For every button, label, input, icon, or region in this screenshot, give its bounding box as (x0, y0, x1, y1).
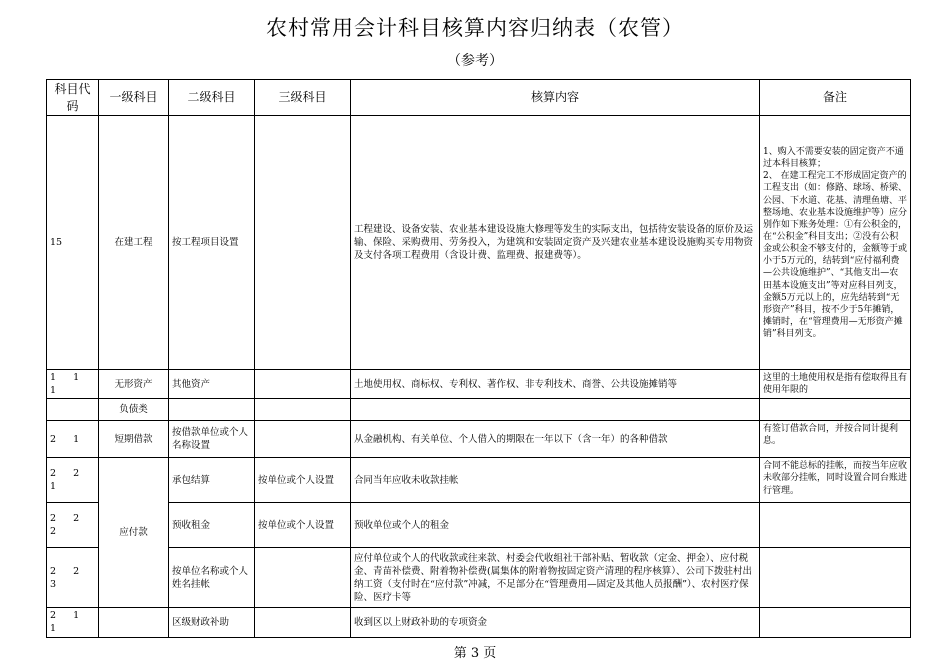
row-level1: 应付款 (99, 458, 169, 608)
header-level1: 一级科目 (99, 80, 169, 116)
row-level1: 无形资产 (99, 370, 169, 399)
row-level2: 其他资产 (169, 370, 255, 399)
row-note (760, 548, 911, 608)
row-level2: 按单位名称或个人姓名挂帐 (169, 548, 255, 608)
row-code: 2 2 1 (47, 458, 99, 503)
row-level2: 区级财政补助 (169, 608, 255, 637)
row-code: 15 (47, 116, 99, 370)
row-note (760, 503, 911, 548)
row-level3: 按单位或个人设置 (255, 458, 351, 503)
row-level3 (255, 608, 351, 637)
row-level2: 按借款单位或个人名称设置 (169, 421, 255, 458)
row-level3 (255, 421, 351, 458)
row-level3 (255, 370, 351, 399)
row-note (760, 608, 911, 637)
row-level1: 短期借款 (99, 421, 169, 458)
header-level2: 二级科目 (169, 80, 255, 116)
row-level2: 承包结算 (169, 458, 255, 503)
row-level1: 负债类 (99, 399, 169, 421)
table-row (47, 548, 911, 608)
row-note: 有签订借款合同，并按合同计提利息。 (760, 421, 911, 458)
row-code: 1 1 1 (47, 370, 99, 399)
accounting-subjects-table (46, 79, 911, 638)
table-row (47, 116, 911, 370)
document-title: 农村常用会计科目核算内容归纳表（农管） (266, 16, 684, 40)
header-code: 科目代码 (47, 80, 99, 116)
table-row (47, 458, 911, 503)
row-level2: 预收租金 (169, 503, 255, 548)
row-code: 2 2 2 (47, 503, 99, 548)
row-content: 工程建设、设备安装、农业基本建设设施大修理等发生的实际支出，包括待安装设备的原价及运输、保险、采购费用、劳务投入，为建筑和安装固定资产及兴建农业基本建设设施购买专用物资及支付各项工程费用（含设计费、监理费、报建费等）。 (351, 116, 760, 370)
row-content: 土地使用权、商标权、专利权、著作权、非专利技术、商誉、公共设施摊销等 (351, 370, 760, 399)
table-row (47, 399, 911, 421)
header-note: 备注 (760, 80, 911, 116)
row-content: 从金融机构、有关单位、个人借入的期限在一年以下（含一年）的各种借款 (351, 421, 760, 458)
table-row (47, 421, 911, 458)
row-level3: 按单位或个人设置 (255, 503, 351, 548)
table-row (47, 503, 911, 548)
row-code: 2 1 (47, 421, 99, 458)
row-level3 (255, 116, 351, 370)
row-level3 (255, 548, 351, 608)
row-content: 合同当年应收未收款挂帐 (351, 458, 760, 503)
row-content (351, 399, 760, 421)
table-row (47, 608, 911, 637)
page-number: 第 3 页 (453, 646, 497, 661)
row-note: 这里的土地使用权是指有偿取得且有使用年限的 (760, 370, 911, 399)
row-level2 (169, 399, 255, 421)
row-level3 (255, 399, 351, 421)
header-row (47, 80, 911, 116)
header-content: 核算内容 (351, 80, 760, 116)
row-code: 2 2 3 (47, 548, 99, 608)
row-code: 2 1 1 (47, 608, 99, 637)
row-content: 预收单位或个人的租金 (351, 503, 760, 548)
row-note: 合同不能总标的挂帐，而按当年应收未收部分挂帐，同时设置合同台账进行管理。 (760, 458, 911, 503)
table-row (47, 370, 911, 399)
row-level1 (99, 608, 169, 637)
row-note (760, 399, 911, 421)
document-subtitle: （参考） (447, 53, 503, 69)
row-level1: 在建工程 (99, 116, 169, 370)
header-level3: 三级科目 (255, 80, 351, 116)
row-level2: 按工程项目设置 (169, 116, 255, 370)
row-note: 1、购入不需要安装的固定资产不通过本科目核算； 2、 在建工程完工不形成固定资产的工程支出（如：修路、球场、桥梁、公园、下水道、花基、清理鱼塘、平整场地、农业基本设施维护等）应分别作如下账务处理：①有公积金的，在“公积金”科目支出；②没有公积金或公积金不够支付的，金额等于或小于5万元的，结转到“应付福利费—公共设施维护”、“其他支出—农田基本设施支出”等对应科目列支，金额5万元以上的，应先结转到“无形资产”科目，按不少于5年摊销，摊销时，在“管理费用—无形资产摊销”科目列支。 (760, 116, 911, 370)
row-content: 应付单位或个人的代收款或往来款、村委会代收组社干部补贴、暂收款（定金、押金）、应付税金、青苗补偿费、附着物补偿费(属集体的附着物按固定资产清理的程序核算）、公司下拨驻村出纳工资（支付时在“应付款”冲减，不足部分在“管理费用—固定及其他人员报酬”）、农村医疗保险、医疗卡等 (351, 548, 760, 608)
row-content: 收到区以上财政补助的专项资金 (351, 608, 760, 637)
row-code (47, 399, 99, 421)
